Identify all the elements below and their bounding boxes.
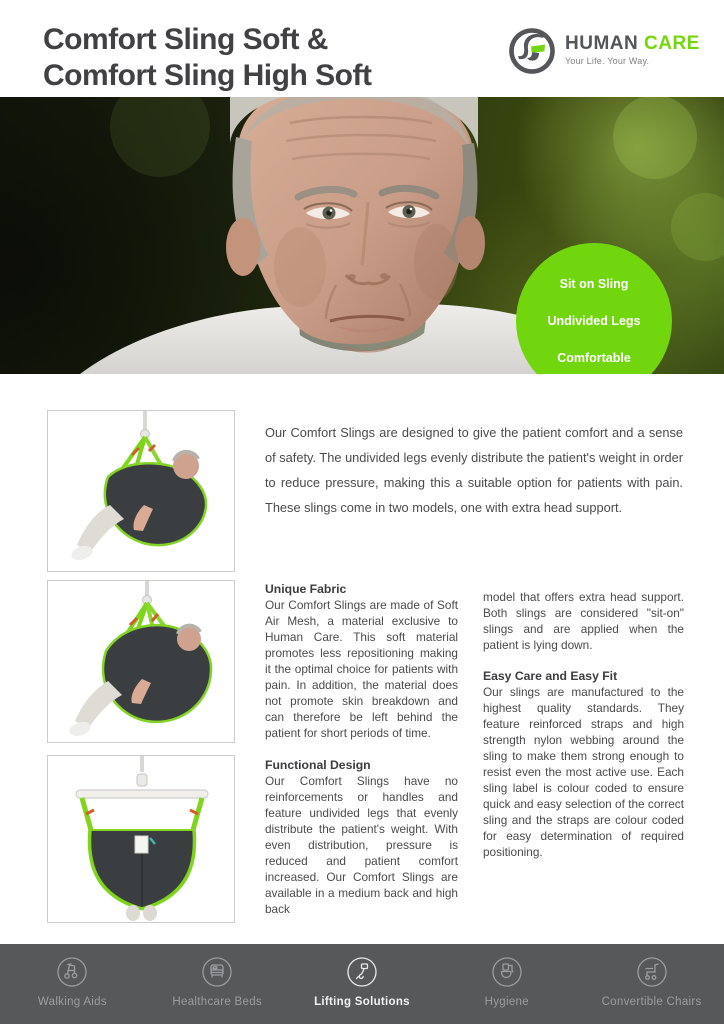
easy-care-heading: Easy Care and Easy Fit (483, 669, 618, 683)
page-title-line1: Comfort Sling Soft & (43, 23, 328, 56)
left-text-column (265, 581, 458, 927)
human-care-logo (508, 27, 700, 75)
sling-high-back-illustration (48, 581, 234, 742)
product-image-sling-with-patient-high-back (47, 580, 235, 743)
sling-on-hanger-illustration (48, 756, 234, 922)
footer-label: Lifting Solutions (314, 996, 410, 1008)
sling-medium-back-illustration (48, 411, 234, 571)
unique-fabric-section (265, 581, 458, 741)
badge-line-2: Undivided Legs (547, 313, 641, 328)
logo-brand-primary: HUMAN (565, 33, 639, 54)
footer-item-hygiene[interactable] (434, 944, 579, 1024)
logo-brand-accent: CARE (644, 33, 700, 54)
intro-paragraph: Our Comfort Slings are designed to give the patient comfort and a sense of safety. The undivided legs evenly distribute the patient's weight in order to reduce pressure, making this a suitable option for patients with pain. These slings come in two models, one with extra head support. (265, 424, 683, 515)
functional-design-body: Our Comfort Slings have no reinforcements or handles and feature undivided legs that evenly distribute the patient's weight. With even distribution, pressure is reduced and patient comfort increased. Our Comfort Slings are available in a medium back and high back (265, 774, 458, 916)
footer-item-walking-aids[interactable] (0, 944, 145, 1024)
page-title (43, 22, 371, 94)
rollator-icon (56, 956, 88, 988)
badge-line-3: Comfortable (557, 350, 631, 365)
bed-icon (201, 956, 233, 988)
logo-brand (565, 34, 700, 53)
page-title-line2: Comfort Sling High Soft (43, 59, 372, 92)
right-text-column (483, 589, 684, 870)
functional-design-section (265, 757, 458, 917)
footer-item-lifting-solutions[interactable] (290, 944, 435, 1024)
footer-label: Walking Aids (37, 996, 107, 1008)
hygiene-icon (491, 956, 523, 988)
patient-lift-icon (346, 956, 378, 988)
functional-design-continuation-body: model that offers extra head support. Both slings are considered "sit-on" slings and are applied when the patient is lying down. (483, 590, 684, 652)
easy-care-body: Our slings are manufactured to the highest quality standards. They feature reinforced straps and high strength nylon webbing around the sling to make them strong enough to resist even the most active use. Each sling label is colour coded to ensure quick and easy selection of the correct sling and the straps are colour coded for easy determination of required positioning. (483, 685, 684, 859)
footer-item-healthcare-beds[interactable] (145, 944, 290, 1024)
footer-label: Healthcare Beds (172, 996, 262, 1008)
product-image-sling-with-patient-medium-back (47, 410, 235, 572)
logo-tagline: Your Life. Your Way. (565, 56, 650, 66)
footer-label: Convertible Chairs (601, 996, 702, 1008)
badge-line-1: Sit on Sling (559, 276, 629, 291)
functional-design-heading: Functional Design (265, 758, 371, 772)
easy-care-section (483, 668, 684, 860)
product-category-footer (0, 944, 724, 1024)
hero-photo-elderly-man (0, 97, 724, 374)
footer-label: Hygiene (484, 996, 529, 1008)
footer-item-convertible-chairs[interactable] (579, 944, 724, 1024)
functional-design-continuation (483, 589, 684, 653)
human-care-logo-icon (508, 27, 556, 75)
convertible-chair-icon (636, 956, 668, 988)
product-image-sling-on-hanger (47, 755, 235, 923)
unique-fabric-body: Our Comfort Slings are made of Soft Air Mesh, a material exclusive to Human Care. This soft material promotes less repositioning making it the optimal choice for patients with pain. In addition, the material does not promote skin breakdown and can therefore be left behind the patient for short periods of time. (265, 598, 458, 740)
header (0, 0, 724, 97)
unique-fabric-heading: Unique Fabric (265, 582, 347, 596)
logo-text (565, 27, 700, 66)
